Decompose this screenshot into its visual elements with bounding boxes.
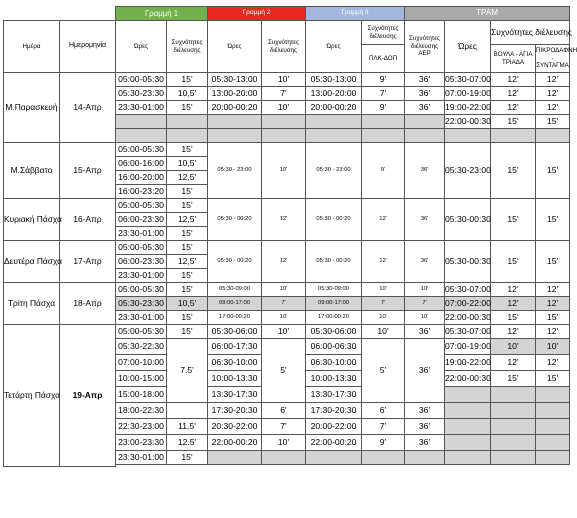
tram-freq1: 12' — [491, 73, 536, 87]
aer-freq: 10' — [405, 283, 445, 297]
day-cell: Μ.Σάββατο — [4, 143, 60, 199]
l2-freq: 12' — [262, 241, 306, 283]
l3-hours: 05:30-06:00 — [306, 325, 362, 339]
date-cell: 15-Απρ — [60, 143, 116, 199]
l1-freq: 7.5' — [167, 339, 208, 403]
empty-cell — [405, 129, 445, 143]
l1-hours: 15:00-18:00 — [116, 387, 167, 403]
tram-freq1: 12' — [491, 297, 536, 311]
l2-freq: 10' — [262, 283, 306, 297]
tram-freq2: 15' — [536, 199, 570, 241]
spacer-cell — [116, 465, 570, 467]
l3-hours: 10:00-13:30 — [306, 371, 362, 387]
date-cell: 19-Απρ — [60, 325, 116, 467]
col-tram-freq: Συχνότητες διέλευσης — [491, 21, 570, 45]
empty-cell — [536, 387, 570, 403]
tram-hours: 05:30-00:30 — [445, 241, 491, 283]
column-header-row — [4, 21, 570, 45]
l1-freq: 15' — [167, 311, 208, 325]
l3-freq: 10' — [362, 325, 405, 339]
tram-hours: 22:00-00:30 — [445, 115, 491, 129]
tram-hours: 07:00-19:00 — [445, 339, 491, 355]
l1-hours: 07:00-10:00 — [116, 355, 167, 371]
empty-cell — [445, 451, 491, 465]
tram-freq1: 12' — [491, 101, 536, 115]
col-aer-freq: Συχνότητες διέλευσης ΑΕΡ — [405, 21, 445, 73]
l3-hours: 17:30-20:30 — [306, 403, 362, 419]
day-cell: Τρίτη Πάσχα — [4, 283, 60, 325]
tram-freq1: 12' — [491, 355, 536, 371]
l2-freq: 12' — [262, 199, 306, 241]
date-cell: 14-Απρ — [60, 73, 116, 143]
tram-header: ΤΡΑΜ — [405, 7, 570, 21]
aer-freq: 7' — [405, 297, 445, 311]
l1-freq: 15' — [167, 101, 208, 115]
l3-freq: 7' — [362, 297, 405, 311]
table-row — [4, 283, 570, 297]
empty-cell — [536, 129, 570, 143]
l3-hours: 05:30 - 00:20 — [306, 199, 362, 241]
l3-freq: 5' — [362, 339, 405, 403]
empty-cell — [362, 451, 405, 465]
tram-freq1: 15' — [491, 115, 536, 129]
l3-hours: 22:00-00:20 — [306, 435, 362, 451]
empty-cell — [262, 129, 306, 143]
l3-hours: 06:00-06:30 — [306, 339, 362, 355]
aer-freq: 36' — [405, 101, 445, 115]
tram-hours: 05:30-23:00 — [445, 143, 491, 199]
l1-freq: 11.5' — [167, 419, 208, 435]
col-l2-hours: Ώρες — [208, 21, 262, 73]
l2-freq: 5' — [262, 339, 306, 403]
l2-hours: 20:00-00:20 — [208, 101, 262, 115]
day-cell: Μ.Παρασκευή — [4, 73, 60, 143]
l1-hours: 05:00-05:30 — [116, 241, 167, 255]
l1-hours: 23:30-01:00 — [116, 269, 167, 283]
l1-freq: 15' — [167, 269, 208, 283]
l1-hours: 05:00-05:30 — [116, 283, 167, 297]
empty-cell — [445, 129, 491, 143]
l3-freq: 9' — [362, 143, 405, 199]
empty-cell — [362, 129, 405, 143]
empty-cell — [445, 403, 491, 419]
tram-freq1: 12' — [491, 87, 536, 101]
tram-freq1: 15' — [491, 199, 536, 241]
l2-freq: 10' — [262, 101, 306, 115]
tram-freq1: 15' — [491, 241, 536, 283]
table-row — [4, 143, 570, 157]
date-cell: 17-Απρ — [60, 241, 116, 283]
l3-freq: 10' — [362, 311, 405, 325]
l2-hours: 13:30-17:30 — [208, 387, 262, 403]
empty-cell — [491, 451, 536, 465]
table-row — [4, 241, 570, 255]
l2-hours: 05:30 - 00:20 — [208, 199, 262, 241]
date-cell: 16-Απρ — [60, 199, 116, 241]
l2-freq: 6' — [262, 403, 306, 419]
day-cell: Τετάρτη Πάσχα — [4, 325, 60, 467]
tram-freq2: 10' — [536, 339, 570, 355]
empty-cell — [491, 435, 536, 451]
tram-hours: 05:30-07:00 — [445, 283, 491, 297]
l2-hours: 06:00-17:30 — [208, 339, 262, 355]
tram-freq1: 12' — [491, 283, 536, 297]
l2-hours: 17:00-00:20 — [208, 311, 262, 325]
col-l3-sub: ΠΛΚ-ΔΟΠ — [362, 45, 405, 73]
aer-freq: 36' — [405, 241, 445, 283]
l2-hours: 06:30-10:00 — [208, 355, 262, 371]
aer-freq: 36' — [405, 403, 445, 419]
l2-freq: 10' — [262, 73, 306, 87]
l1-freq: 15' — [167, 325, 208, 339]
tram-freq1: 10' — [491, 339, 536, 355]
group-header-row — [4, 7, 570, 21]
l3-freq: 7' — [362, 87, 405, 101]
l3-hours: 13:00-20:00 — [306, 87, 362, 101]
aer-freq: 36' — [405, 87, 445, 101]
tram-freq2: 15' — [536, 371, 570, 387]
empty-cell — [306, 115, 362, 129]
l1-freq: 15' — [167, 185, 208, 199]
empty-cell — [491, 129, 536, 143]
l3-hours: 05:30-09:00 — [306, 283, 362, 297]
l1-freq: 12,5' — [167, 255, 208, 269]
l2-freq: 10' — [262, 311, 306, 325]
empty-cell — [405, 451, 445, 465]
l3-hours: 05:30 - 23:00 — [306, 143, 362, 199]
l2-freq: 10' — [262, 143, 306, 199]
l2-hours: 17:30-20:30 — [208, 403, 262, 419]
l2-hours: 22:00-00:20 — [208, 435, 262, 451]
l1-hours: 18:00-22:30 — [116, 403, 167, 419]
l1-freq: 15' — [167, 143, 208, 157]
l1-hours: 05:30-23:30 — [116, 297, 167, 311]
l3-freq: 6' — [362, 403, 405, 419]
tram-freq2: 12' — [536, 87, 570, 101]
l1-freq: 12.5' — [167, 435, 208, 451]
tram-freq1: 12' — [491, 325, 536, 339]
schedule-table — [3, 6, 577, 467]
l3-freq: 12' — [362, 241, 405, 283]
tram-freq2: 12' — [536, 355, 570, 371]
l1-freq: 12,5' — [167, 171, 208, 185]
l1-hours: 05:00-05:30 — [116, 143, 167, 157]
l1-hours: 10:00-15:00 — [116, 371, 167, 387]
header-blank — [4, 7, 116, 21]
col-day: Ημέρα — [4, 21, 60, 73]
l2-freq: 7' — [262, 87, 306, 101]
aer-freq: 36' — [405, 143, 445, 199]
empty-cell — [491, 419, 536, 435]
empty-cell — [362, 115, 405, 129]
empty-cell — [445, 387, 491, 403]
l3-freq: 9' — [362, 435, 405, 451]
l1-hours: 23:30-01:00 — [116, 227, 167, 241]
l2-freq: 7' — [262, 419, 306, 435]
l1-hours: 05:00-05:30 — [116, 73, 167, 87]
l3-freq: 10' — [362, 283, 405, 297]
l1-freq: 15' — [167, 73, 208, 87]
l2-hours: 05:30 - 00:20 — [208, 241, 262, 283]
table-row — [4, 325, 570, 339]
tram-hours: 07:00-19:00 — [445, 87, 491, 101]
l1-freq: 15' — [167, 283, 208, 297]
line2-header: Γραμμή 2 — [208, 7, 306, 21]
l1-freq: 15' — [167, 241, 208, 255]
l1-hours: 06:00-23:30 — [116, 255, 167, 269]
l3-hours: 13:30-17:30 — [306, 387, 362, 403]
tram-freq2: 15' — [536, 241, 570, 283]
col-tram-sub1: ΒΟΥΛΑ - ΑΓΙΑ ΤΡΙΑΔΑ — [491, 45, 536, 73]
aer-freq: 36' — [405, 73, 445, 87]
l1-hours: 23:00-23:30 — [116, 435, 167, 451]
tram-freq1: 15' — [491, 143, 536, 199]
empty-cell — [536, 419, 570, 435]
col-date: Ημερομηνία — [60, 21, 116, 73]
tram-hours: 19:00-22:00 — [445, 101, 491, 115]
col-l2-freq: Συχνότητες διέλευσης — [262, 21, 306, 73]
empty-cell — [491, 403, 536, 419]
aer-freq: 36' — [405, 419, 445, 435]
l2-hours: 05:30-13:00 — [208, 73, 262, 87]
line3-header: Γραμμή 3 — [306, 7, 405, 21]
tram-freq1: 15' — [491, 371, 536, 387]
day-cell: Δευτέρα Πάσχα — [4, 241, 60, 283]
tram-freq2: 12' — [536, 283, 570, 297]
empty-cell — [208, 129, 262, 143]
l3-hours: 17:00-00:20 — [306, 311, 362, 325]
empty-cell — [262, 115, 306, 129]
tram-freq2: 15' — [536, 115, 570, 129]
tram-freq2: 15' — [536, 143, 570, 199]
tram-hours: 05:30-00:30 — [445, 199, 491, 241]
table-row — [4, 199, 570, 213]
l1-hours: 05:00-05:30 — [116, 199, 167, 213]
line1-header: Γραμμή 1 — [116, 7, 208, 21]
l3-freq: 9' — [362, 101, 405, 115]
empty-cell — [116, 129, 167, 143]
tram-freq2: 12' — [536, 73, 570, 87]
l2-freq: 10' — [262, 435, 306, 451]
empty-cell — [167, 403, 208, 419]
tram-hours: 05:30-07:00 — [445, 73, 491, 87]
aer-freq: 36' — [405, 339, 445, 403]
l1-hours: 23:30-01:00 — [116, 311, 167, 325]
l1-hours: 06:00-16:00 — [116, 157, 167, 171]
l3-hours: 05:30 - 00:20 — [306, 241, 362, 283]
l3-hours: 20:00-00:20 — [306, 101, 362, 115]
l2-freq: 7' — [262, 297, 306, 311]
empty-cell — [445, 435, 491, 451]
empty-cell — [262, 451, 306, 465]
empty-cell — [491, 387, 536, 403]
l3-hours: 20:00-22:00 — [306, 419, 362, 435]
tram-freq2: 12' — [536, 297, 570, 311]
l1-freq: 15' — [167, 227, 208, 241]
l2-hours: 05:30-09:00 — [208, 283, 262, 297]
l1-hours: 06:00-23:30 — [116, 213, 167, 227]
day-cell: Κυριακή Πάσχα — [4, 199, 60, 241]
tram-freq2: 12' — [536, 101, 570, 115]
l1-hours: 16:00-23:20 — [116, 185, 167, 199]
l2-hours: 09:00-17:00 — [208, 297, 262, 311]
aer-freq: 10' — [405, 311, 445, 325]
l1-freq: 15' — [167, 199, 208, 213]
l3-freq: 7' — [362, 419, 405, 435]
l1-freq: 10,5' — [167, 87, 208, 101]
l1-hours: 05:30-22:30 — [116, 339, 167, 355]
empty-cell — [116, 115, 167, 129]
tram-freq2: 15' — [536, 311, 570, 325]
l2-hours: 13:00-20:00 — [208, 87, 262, 101]
table-row — [4, 73, 570, 87]
l1-freq: 10,5' — [167, 297, 208, 311]
aer-freq: 36' — [405, 199, 445, 241]
tram-hours: 22:00-00:30 — [445, 311, 491, 325]
tram-hours: 07:00-22:00 — [445, 297, 491, 311]
aer-freq: 36' — [405, 435, 445, 451]
tram-freq2: 12' — [536, 325, 570, 339]
l1-hours: 16:00-20:00 — [116, 171, 167, 185]
l1-freq: 12,5' — [167, 213, 208, 227]
empty-cell — [405, 115, 445, 129]
l1-hours: 05:00-05:30 — [116, 325, 167, 339]
empty-cell — [536, 403, 570, 419]
l3-hours: 06:30-10:00 — [306, 355, 362, 371]
l1-hours: 05:30-23:30 — [116, 87, 167, 101]
empty-cell — [536, 435, 570, 451]
l2-hours: 10:00-13:30 — [208, 371, 262, 387]
l3-freq: 12' — [362, 199, 405, 241]
date-cell: 18-Απρ — [60, 283, 116, 325]
l1-hours: 23:30-01:00 — [116, 101, 167, 115]
empty-cell — [536, 451, 570, 465]
col-tram-hours: Ώρες — [445, 21, 491, 73]
empty-cell — [306, 129, 362, 143]
col-l3-hours: Ώρες — [306, 21, 362, 73]
tram-hours: 19:00-22:00 — [445, 355, 491, 371]
l2-hours: 20:30-22:00 — [208, 419, 262, 435]
tram-hours: 22:00-00:30 — [445, 371, 491, 387]
tram-freq1: 15' — [491, 311, 536, 325]
aer-freq: 36' — [405, 325, 445, 339]
l1-freq: 10,5' — [167, 157, 208, 171]
l2-hours: 05:30 - 23:00 — [208, 143, 262, 199]
l2-freq: 10' — [262, 325, 306, 339]
empty-cell — [208, 451, 262, 465]
col-l1-freq: Συχνότητες διέλευσης — [167, 21, 208, 73]
col-l3-freq: Συχνότητες διέλευσης — [362, 21, 405, 45]
empty-cell — [306, 451, 362, 465]
empty-cell — [445, 419, 491, 435]
l1-hours: 22:30-23:00 — [116, 419, 167, 435]
l2-hours: 05:30-06:00 — [208, 325, 262, 339]
l3-freq: 9' — [362, 73, 405, 87]
l1-hours: 23:30-01:00 — [116, 451, 167, 465]
col-l1-hours: Ώρες — [116, 21, 167, 73]
empty-cell — [167, 115, 208, 129]
l3-hours: 09:00-17:00 — [306, 297, 362, 311]
l1-freq: 15' — [167, 451, 208, 465]
tram-hours: 05:30-07:00 — [445, 325, 491, 339]
l3-hours: 05:30-13:00 — [306, 73, 362, 87]
col-tram-sub2: ΠΙΚΡΟΔΑΦΝΗ - ΣΥΝΤΑΓΜΑ — [536, 45, 570, 73]
empty-cell — [167, 129, 208, 143]
empty-cell — [208, 115, 262, 129]
